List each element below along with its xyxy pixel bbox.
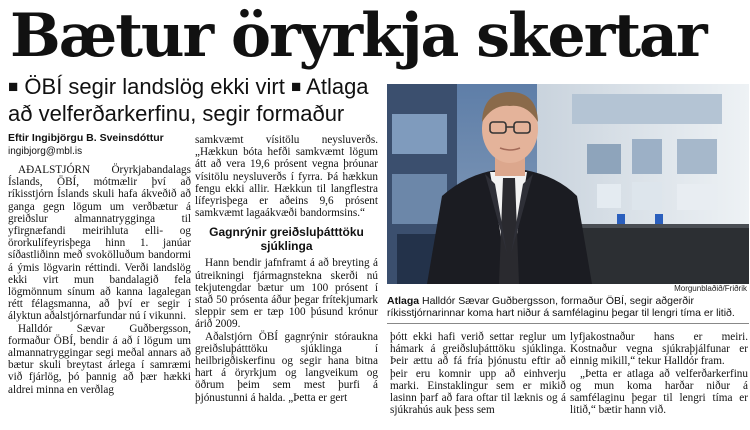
divider <box>387 323 749 324</box>
photo-credit: Morgunblaðið/Friðrik <box>674 284 747 293</box>
caption-text: Halldór Sævar Guðbergsson, formaður ÖBÍ, segir aðgerðir ríkisstjórnarinnar koma hart niður á samfélaginu þegar til lengri tíma er litið. <box>387 295 735 319</box>
byline <box>8 132 188 158</box>
paragraph: lyfjakostnaður hans er meiri. Kostnaður vegna sjúkraþjálfunar er einnig mikill,“ tekur Halldór fram. <box>570 331 748 368</box>
article-column-1 <box>8 164 191 396</box>
byline-email: ingibjorg@mbl.is <box>8 146 83 157</box>
photo-caption <box>387 295 747 319</box>
paragraph: þótt ekki hafi verið settar reglur um hámark á greiðsluþátttöku sjúklinga. Þeir ættu að fá fría þjónustu eftir að þeir eru komnir upp að einhverju marki. Einstaklingur sem er mikið lasinn þarf að fara oftar til læknis og á sjúkrahús auk þess sem <box>390 331 566 417</box>
subhead-part-1: ÖBÍ segir landslög ekki virt <box>24 74 285 99</box>
square-bullet-icon: ■ <box>8 77 19 96</box>
section-heading: Gagnrýnir greiðsluþátttöku sjúklinga <box>209 225 364 254</box>
headline: Bætur öryrkja skertar <box>10 1 706 71</box>
article-column-3 <box>390 331 566 416</box>
photo <box>387 84 749 284</box>
paragraph: AÐALSTJÓRN Öryrkjabandalags Íslands, ÖBÍ, mótmælir því að ríkisstjórn Íslands skuli hafa ákveðið að ganga gegn lögum um verðbætur á greiðslur almannatrygginga til yfirgnæfandi meirihluta elli- og örorkulífeyrisþega hinn 1. janúar síðastliðinn með svokölluðum bandormi á ýmis lögvarin réttindi. Verði landslög ekki virt mun bandalagið fela lögmönnum sínum að kanna lagalegan rétt félagsmanna, að því er segir í ályktun aðalstjórnarfundar nú í vikunni. <box>8 164 191 323</box>
square-bullet-icon: ■ <box>290 77 302 96</box>
article-column-4 <box>570 331 748 416</box>
paragraph: samkvæmt vísitölu neysluverðs. „Hækkun bóta hefði samkvæmt lögum átt að vera 19,6 prósent vegna þróunar vísitölu neysluverðs í fyrra. Þá hækkun fengu ekki allir. Hækkun til langflestra lífeyrisþega er aðeins 9,6 prósent samkvæmt lagaákvæði bandormsins.“ <box>195 134 378 220</box>
byline-author: Eftir Ingibjörgu B. Sveinsdóttur <box>8 132 164 144</box>
paragraph: „Þetta er atlaga að velferðarkerfinu og mun koma harðar niður á samfélaginu þegar til lengri tíma er litið,“ bætir hann við. <box>570 367 748 417</box>
subhead-part-2: Atlaga að velferðarkerfinu, segir formaður <box>8 74 369 126</box>
caption-lead: Atlaga <box>387 295 420 307</box>
portrait-photo <box>387 84 749 284</box>
article-column-2 <box>195 134 378 404</box>
paragraph: Aðalstjórn ÖBÍ gagnrýnir stóraukna greiðsluþátttöku sjúklinga í heilbrigðiskerfinu og segir hana bitna hart á öryrkjum og langveikum og öðrum þeim sem mest þurfi á þjónustunni á halda. „Þetta er gert <box>195 330 378 404</box>
paragraph: Hann bendir jafnframt á að breyting á útreikningi fjármagnstekna skerði nú tekjutengdar bætur um 100 prósent í stað 50 prósenta áður þegar frítekjumark sleppir sem er tæp 100 þúsund krónur árið 2009. <box>195 257 378 331</box>
subhead <box>8 74 388 126</box>
paragraph: Halldór Sævar Guðbergsson, formaður ÖBÍ, bendir á að í lögum um almannatryggingar segi meðal annars að bætur skuli breytast árlega í samræmi við fjárlög, þó þannig að þær hækki aldrei minna en verðlag <box>8 322 191 396</box>
